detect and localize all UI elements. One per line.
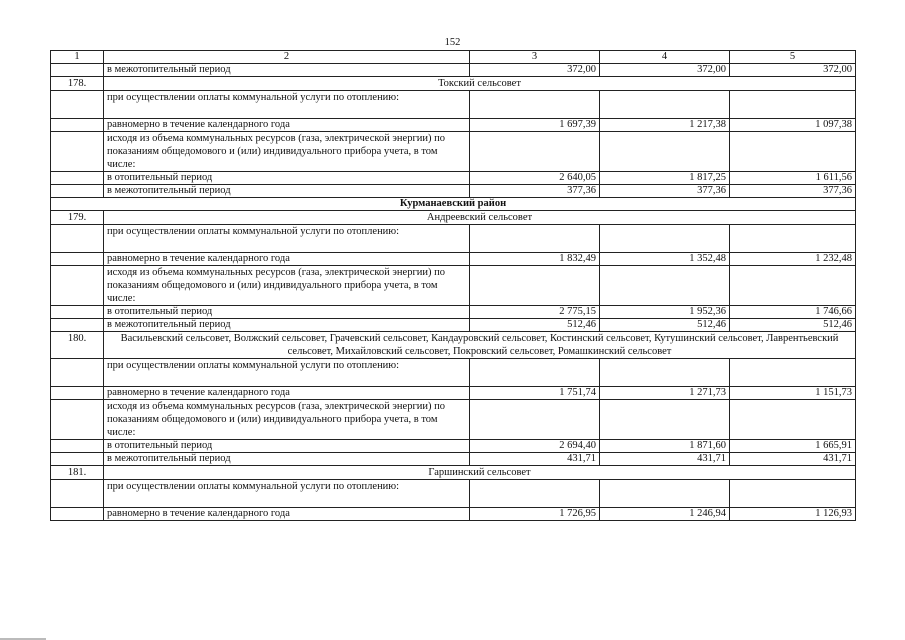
table-row: [51, 119, 856, 132]
table-row: [51, 359, 856, 387]
value-cell: [600, 359, 730, 387]
value-cell: 377,36: [470, 185, 600, 198]
value-cell: 1 217,38: [600, 119, 730, 132]
row-number: 181.: [51, 466, 104, 480]
value-cell: [470, 400, 600, 440]
row-label: в межотопительный период: [104, 319, 470, 332]
value-cell: 372,00: [470, 64, 600, 77]
row-number: [51, 480, 104, 508]
settlement-title: Андреевский сельсовет: [104, 211, 856, 225]
value-cell: [470, 359, 600, 387]
value-cell: 1 611,56: [730, 172, 856, 185]
value-cell: 431,71: [470, 453, 600, 466]
row-number: [51, 253, 104, 266]
row-label: при осуществлении оплаты коммунальной услуги по отоплению:: [104, 225, 470, 253]
district-row: [51, 198, 856, 211]
row-number: 180.: [51, 332, 104, 359]
table-row: [51, 480, 856, 508]
column-header: 2: [104, 51, 470, 64]
value-cell: 431,71: [730, 453, 856, 466]
value-cell: [730, 225, 856, 253]
row-label: в межотопительный период: [104, 185, 470, 198]
column-header: 1: [51, 51, 104, 64]
value-cell: 1 246,94: [600, 508, 730, 521]
settlement-heading-row: [51, 332, 856, 359]
row-number: [51, 172, 104, 185]
row-number: [51, 64, 104, 77]
value-cell: [730, 132, 856, 172]
table-row: [51, 64, 856, 77]
settlement-heading-row: [51, 466, 856, 480]
row-label: исходя из объема коммунальных ресурсов (газа, электрической энергии) по показаниям общедомового и (или) индивидуального прибора учета, в том числе:: [104, 400, 470, 440]
row-label: при осуществлении оплаты коммунальной услуги по отоплению:: [104, 480, 470, 508]
table-row: [51, 253, 856, 266]
value-cell: 377,36: [730, 185, 856, 198]
table-row: [51, 185, 856, 198]
settlement-heading-row: [51, 211, 856, 225]
value-cell: 512,46: [600, 319, 730, 332]
value-cell: 1 817,25: [600, 172, 730, 185]
value-cell: [470, 91, 600, 119]
settlement-heading-row: [51, 77, 856, 91]
tariff-table: [50, 50, 856, 521]
row-number: [51, 440, 104, 453]
value-cell: [600, 480, 730, 508]
row-number: [51, 400, 104, 440]
value-cell: 1 952,36: [600, 306, 730, 319]
table-row: [51, 400, 856, 440]
value-cell: 1 126,93: [730, 508, 856, 521]
row-number: [51, 132, 104, 172]
value-cell: [470, 480, 600, 508]
value-cell: 372,00: [730, 64, 856, 77]
value-cell: [600, 400, 730, 440]
value-cell: 1 746,66: [730, 306, 856, 319]
value-cell: 2 694,40: [470, 440, 600, 453]
row-number: [51, 266, 104, 306]
value-cell: [600, 266, 730, 306]
value-cell: 431,71: [600, 453, 730, 466]
row-number: [51, 185, 104, 198]
row-number: [51, 225, 104, 253]
table-row: [51, 508, 856, 521]
value-cell: [600, 132, 730, 172]
row-label: в отопительный период: [104, 306, 470, 319]
table-row: [51, 440, 856, 453]
value-cell: 2 640,05: [470, 172, 600, 185]
value-cell: 1 232,48: [730, 253, 856, 266]
table-row: [51, 387, 856, 400]
table-row: [51, 172, 856, 185]
row-number: [51, 453, 104, 466]
row-number: 178.: [51, 77, 104, 91]
value-cell: 1 151,73: [730, 387, 856, 400]
value-cell: 1 352,48: [600, 253, 730, 266]
row-number: [51, 119, 104, 132]
settlement-title: Васильевский сельсовет, Волжский сельсовет, Грачевский сельсовет, Кандауровский сельсовет, Костинский сельсовет, Кутушинский сельсовет, Лаврентьевский сельсовет, Михайловский сельсовет, Покровский сельсовет, Ромашкинский сельсовет: [104, 332, 856, 359]
value-cell: 1 271,73: [600, 387, 730, 400]
value-cell: [730, 91, 856, 119]
row-label: в отопительный период: [104, 440, 470, 453]
value-cell: 1 832,49: [470, 253, 600, 266]
row-number: [51, 306, 104, 319]
row-number: [51, 359, 104, 387]
value-cell: 1 097,38: [730, 119, 856, 132]
value-cell: [600, 91, 730, 119]
value-cell: 372,00: [600, 64, 730, 77]
row-label: исходя из объема коммунальных ресурсов (газа, электрической энергии) по показаниям общедомового и (или) индивидуального прибора учета, в том числе:: [104, 266, 470, 306]
value-cell: [470, 225, 600, 253]
table-row: [51, 453, 856, 466]
column-header: 3: [470, 51, 600, 64]
value-cell: [730, 359, 856, 387]
row-label: равномерно в течение календарного года: [104, 387, 470, 400]
row-number: [51, 508, 104, 521]
table-row: [51, 319, 856, 332]
value-cell: [470, 266, 600, 306]
row-label: при осуществлении оплаты коммунальной услуги по отоплению:: [104, 91, 470, 119]
row-number: [51, 91, 104, 119]
table-row: [51, 132, 856, 172]
table-row: [51, 225, 856, 253]
value-cell: 2 775,15: [470, 306, 600, 319]
settlement-title: Токский сельсовет: [104, 77, 856, 91]
value-cell: 512,46: [470, 319, 600, 332]
value-cell: [600, 225, 730, 253]
row-number: [51, 319, 104, 332]
table-row: [51, 266, 856, 306]
row-label: равномерно в течение календарного года: [104, 119, 470, 132]
page-number: 152: [444, 37, 461, 48]
row-number: [51, 387, 104, 400]
row-label: равномерно в течение календарного года: [104, 508, 470, 521]
value-cell: [730, 266, 856, 306]
row-label: при осуществлении оплаты коммунальной услуги по отоплению:: [104, 359, 470, 387]
row-label: равномерно в течение календарного года: [104, 253, 470, 266]
table-header-row: [51, 51, 856, 64]
value-cell: 1 726,95: [470, 508, 600, 521]
row-label: в отопительный период: [104, 172, 470, 185]
row-number: 179.: [51, 211, 104, 225]
row-label: в межотопительный период: [104, 453, 470, 466]
table-row: [51, 91, 856, 119]
value-cell: 1 665,91: [730, 440, 856, 453]
column-header: 5: [730, 51, 856, 64]
row-label: исходя из объема коммунальных ресурсов (газа, электрической энергии) по показаниям общедомового и (или) индивидуального прибора учета, в том числе:: [104, 132, 470, 172]
value-cell: [730, 480, 856, 508]
value-cell: 1 751,74: [470, 387, 600, 400]
value-cell: [470, 132, 600, 172]
value-cell: [730, 400, 856, 440]
table-row: [51, 306, 856, 319]
district-title: Курманаевский район: [51, 198, 856, 211]
column-header: 4: [600, 51, 730, 64]
value-cell: 512,46: [730, 319, 856, 332]
value-cell: 377,36: [600, 185, 730, 198]
value-cell: 1 871,60: [600, 440, 730, 453]
row-label: в межотопительный период: [104, 64, 470, 77]
settlement-title: Гаршинский сельсовет: [104, 466, 856, 480]
value-cell: 1 697,39: [470, 119, 600, 132]
